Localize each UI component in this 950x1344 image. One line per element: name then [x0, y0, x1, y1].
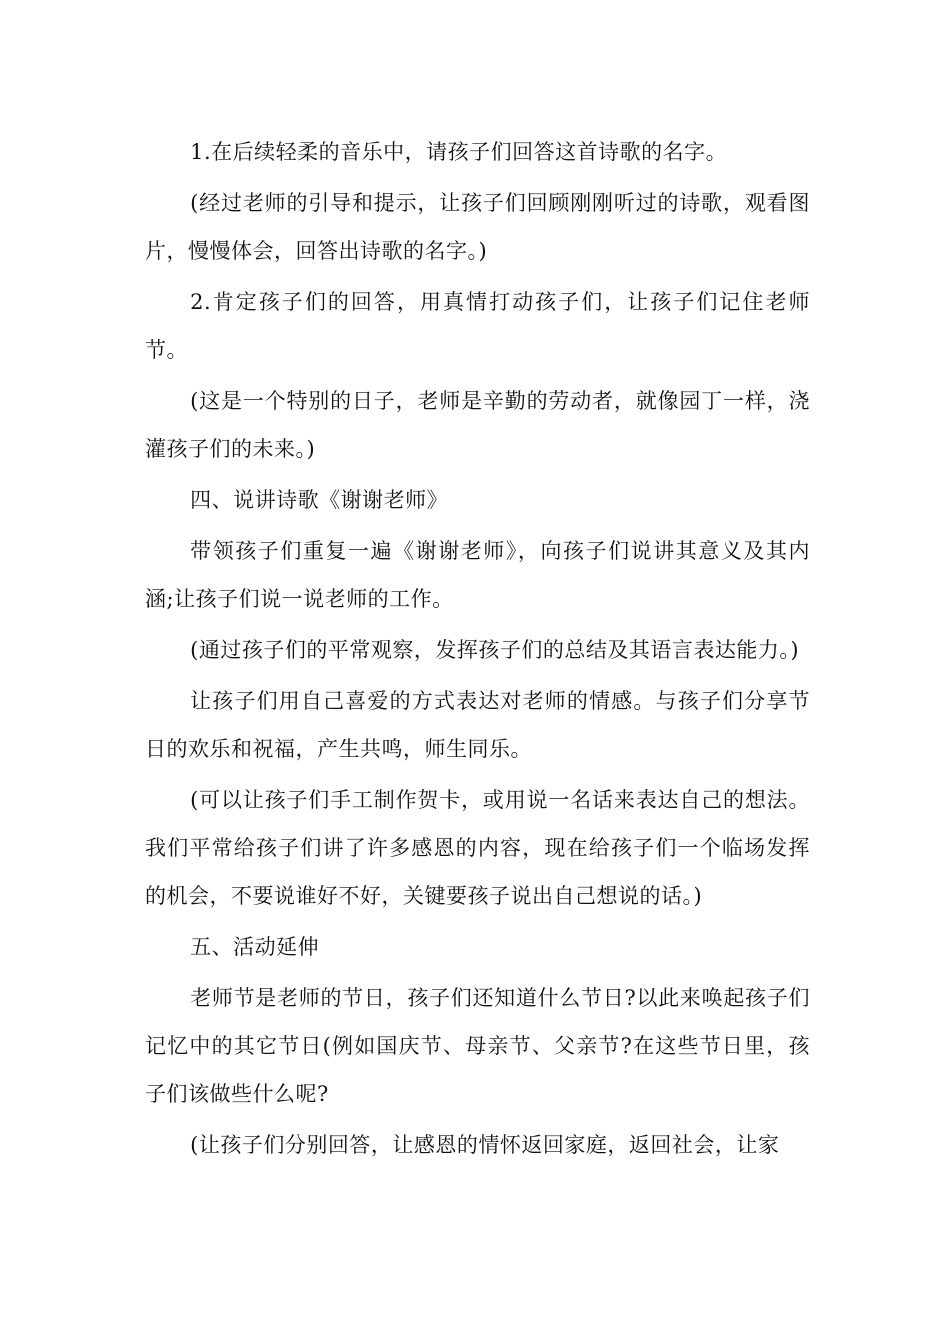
paragraph-express-feelings: 让孩子们用自己喜爱的方式表达对老师的情感。与孩子们分享节日的欢乐和祝福，产生共鸣，师生同乐。 — [145, 689, 810, 761]
paragraph-express-note: (可以让孩子们手工制作贺卡，或用说一名话来表达自己的想法。我们平常给孩子们讲了许多感恩的内容，现在给孩子们一个临场发挥的机会，不要说谁好不好，关键要孩子说出自己想说的话。) — [145, 788, 810, 908]
section-heading-4: 四、说讲诗歌《谢谢老师》 — [190, 488, 449, 512]
document-body — [145, 128, 810, 1169]
paragraph-extension: 老师节是老师的节日，孩子们还知道什么节日?以此来唤起孩子们记忆中的其它节日(例如国庆节、母亲节、父亲节?在这些节日里，孩子们该做些什么呢? — [145, 986, 810, 1106]
paragraph-step-1-note: (经过老师的引导和提示，让孩子们回顾刚刚听过的诗歌，观看图片，慢慢体会，回答出诗歌的名字。) — [145, 191, 810, 263]
paragraph-poem-note: (通过孩子们的平常观察，发挥孩子们的总结及其语言表达能力。) — [190, 638, 800, 662]
section-heading-5: 五、活动延伸 — [190, 935, 320, 959]
paragraph-step-1: 1.在后续轻柔的音乐中，请孩子们回答这首诗歌的名字。 — [190, 140, 728, 164]
paragraph-step-2-note: (这是一个特别的日子，老师是辛勤的劳动者，就像园丁一样，浇灌孩子们的未来。) — [145, 389, 810, 461]
paragraph-step-2: 2.肯定孩子们的回答，用真情打动孩子们，让孩子们记住老师节。 — [145, 290, 810, 362]
paragraph-extension-note: (让孩子们分别回答，让感恩的情怀返回家庭，返回社会，让家 — [190, 1133, 780, 1157]
paragraph-poem-explanation: 带领孩子们重复一遍《谢谢老师》，向孩子们说讲其意义及其内涵;让孩子们说一说老师的工作。 — [145, 539, 810, 611]
